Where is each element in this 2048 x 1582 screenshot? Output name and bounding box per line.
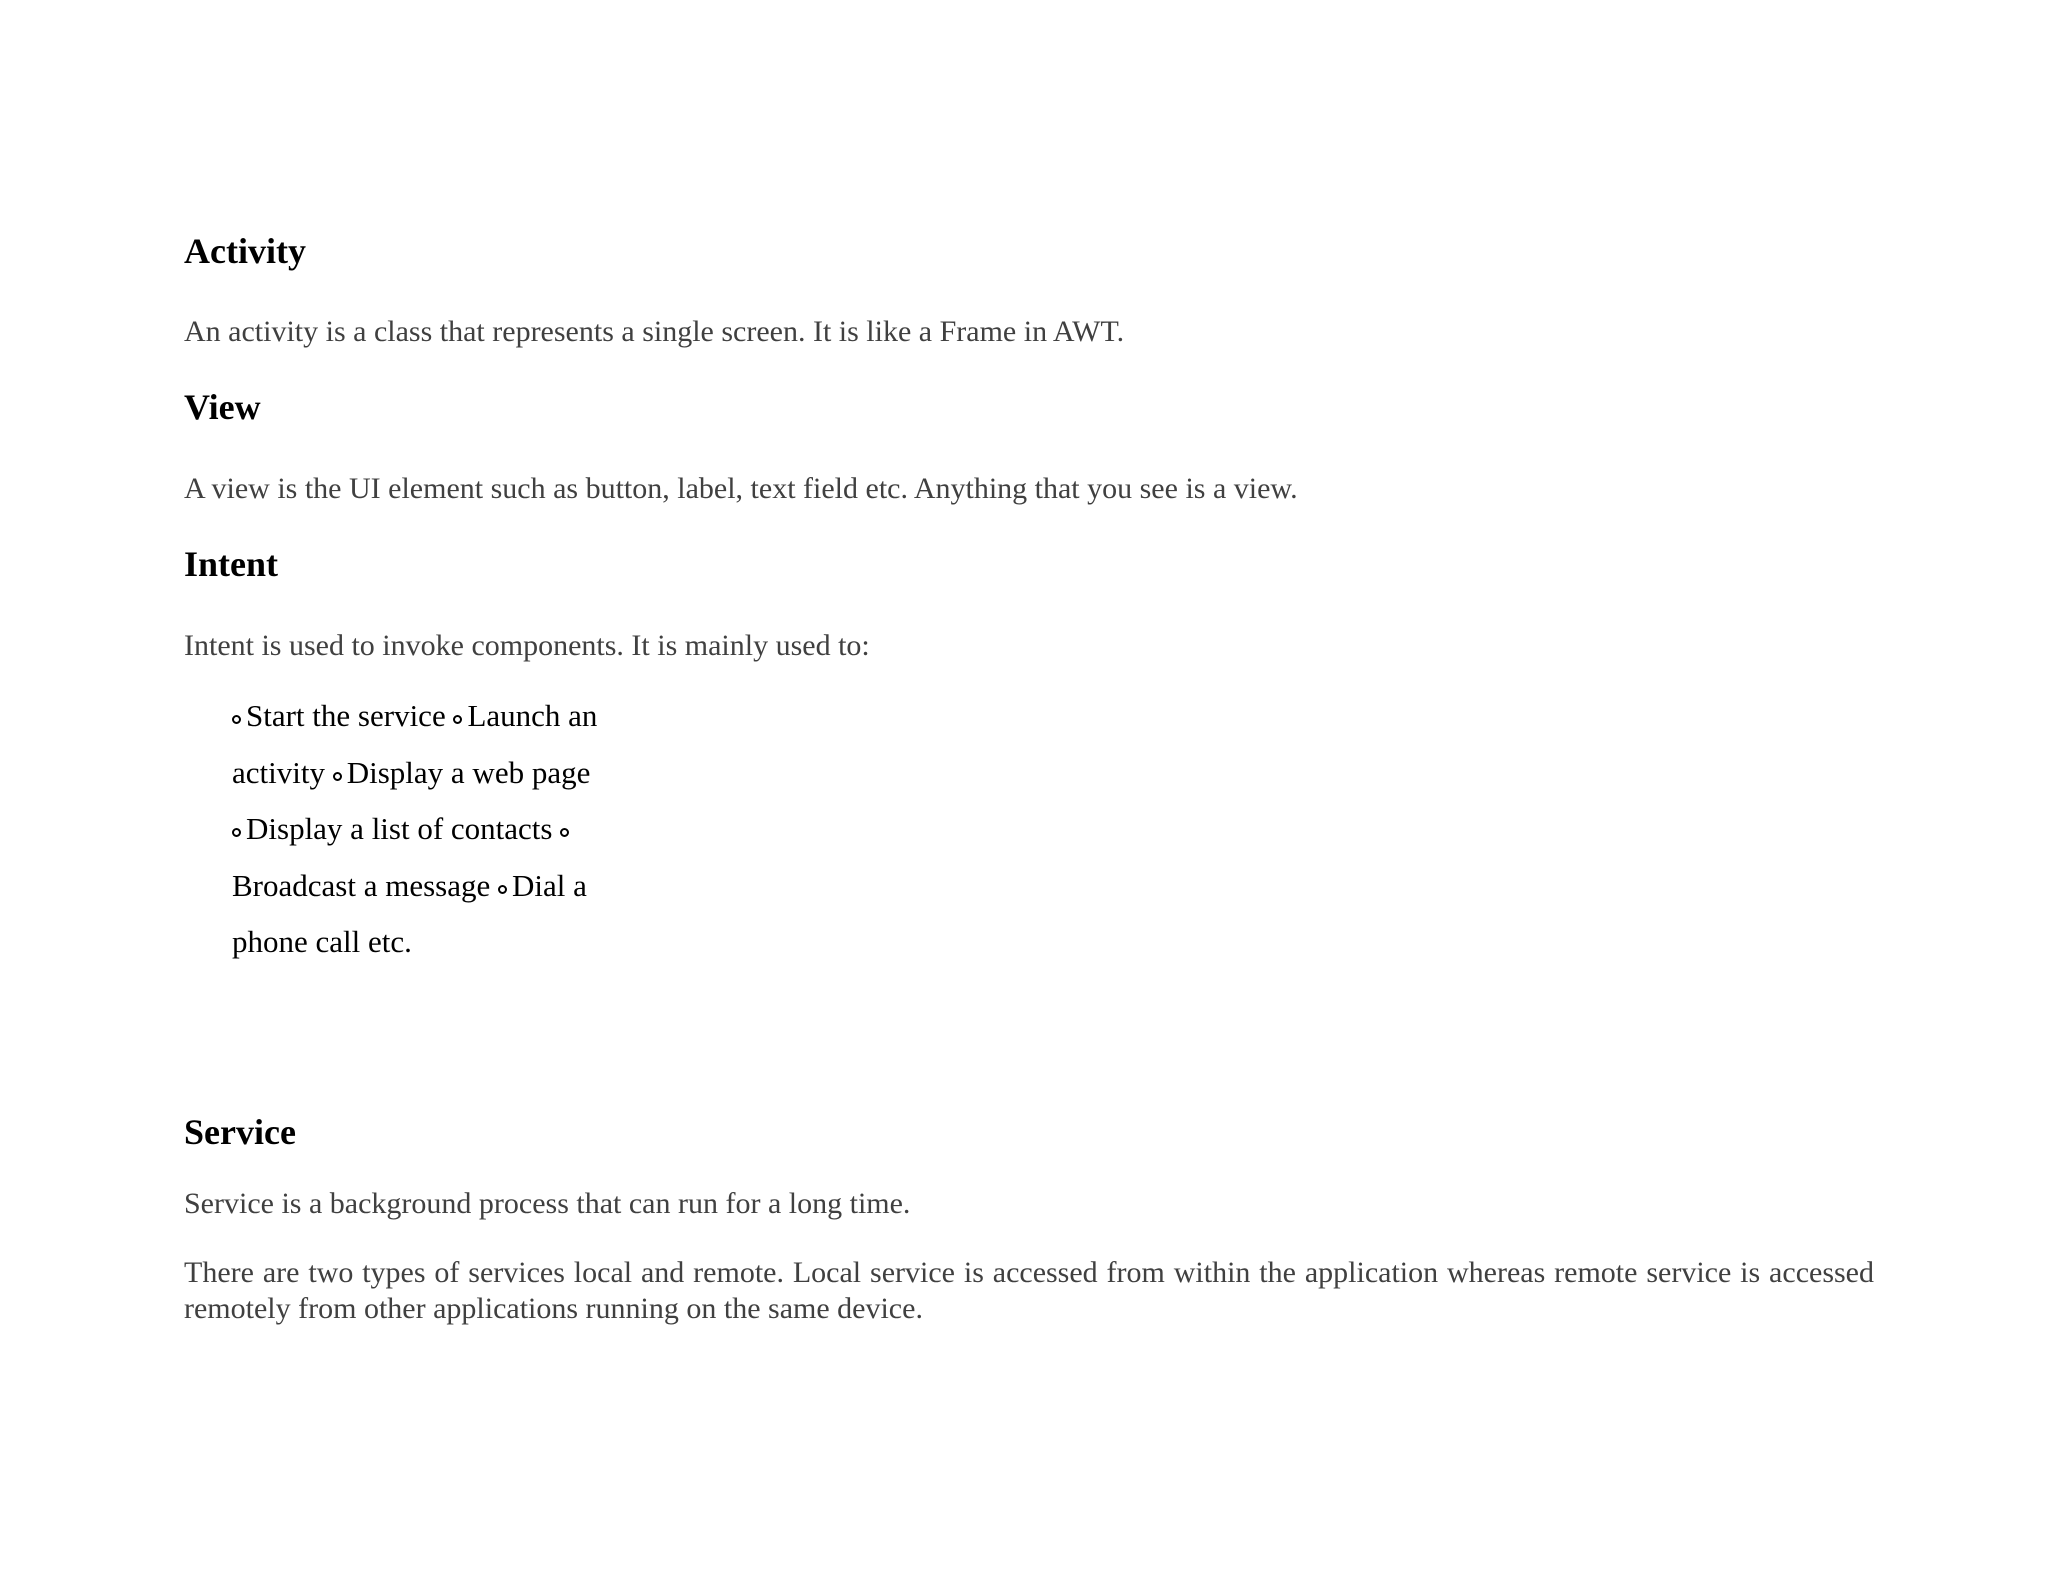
intent-heading: Intent <box>184 544 279 584</box>
bullet-circle-icon <box>333 772 342 781</box>
bullet-circle-icon <box>498 885 507 894</box>
service-description: Service is a background process that can run for a long time. <box>184 1187 911 1220</box>
bullet-circle-icon <box>560 828 569 837</box>
list-item: Broadcast a message <box>232 811 574 903</box>
list-item: Display a list of contacts <box>232 811 553 846</box>
list-item: Start the service <box>232 698 446 733</box>
service-types-description: There are two types of services local and remote. Local service is accessed from within the application whereas remote service is accessed remotely from other applications running on the same device. <box>184 1256 1874 1325</box>
view-heading: View <box>184 387 261 427</box>
list-item: Display a web page <box>333 755 591 790</box>
bullet-circle-icon <box>232 715 241 724</box>
bullet-circle-icon <box>232 828 241 837</box>
intent-uses-list <box>232 688 602 971</box>
view-description: A view is the UI element such as button, label, text field etc. Anything that you see is a view. <box>184 472 1298 505</box>
list-item: Launch an activity <box>232 698 598 790</box>
intent-description: Intent is used to invoke components. It is mainly used to: <box>184 629 870 662</box>
activity-description: An activity is a class that represents a single screen. It is like a Frame in AWT. <box>184 315 1125 348</box>
activity-heading: Activity <box>184 231 306 271</box>
bullet-circle-icon <box>453 715 462 724</box>
list-item: Dial a phone call etc. <box>232 867 587 959</box>
service-heading: Service <box>184 1112 296 1152</box>
